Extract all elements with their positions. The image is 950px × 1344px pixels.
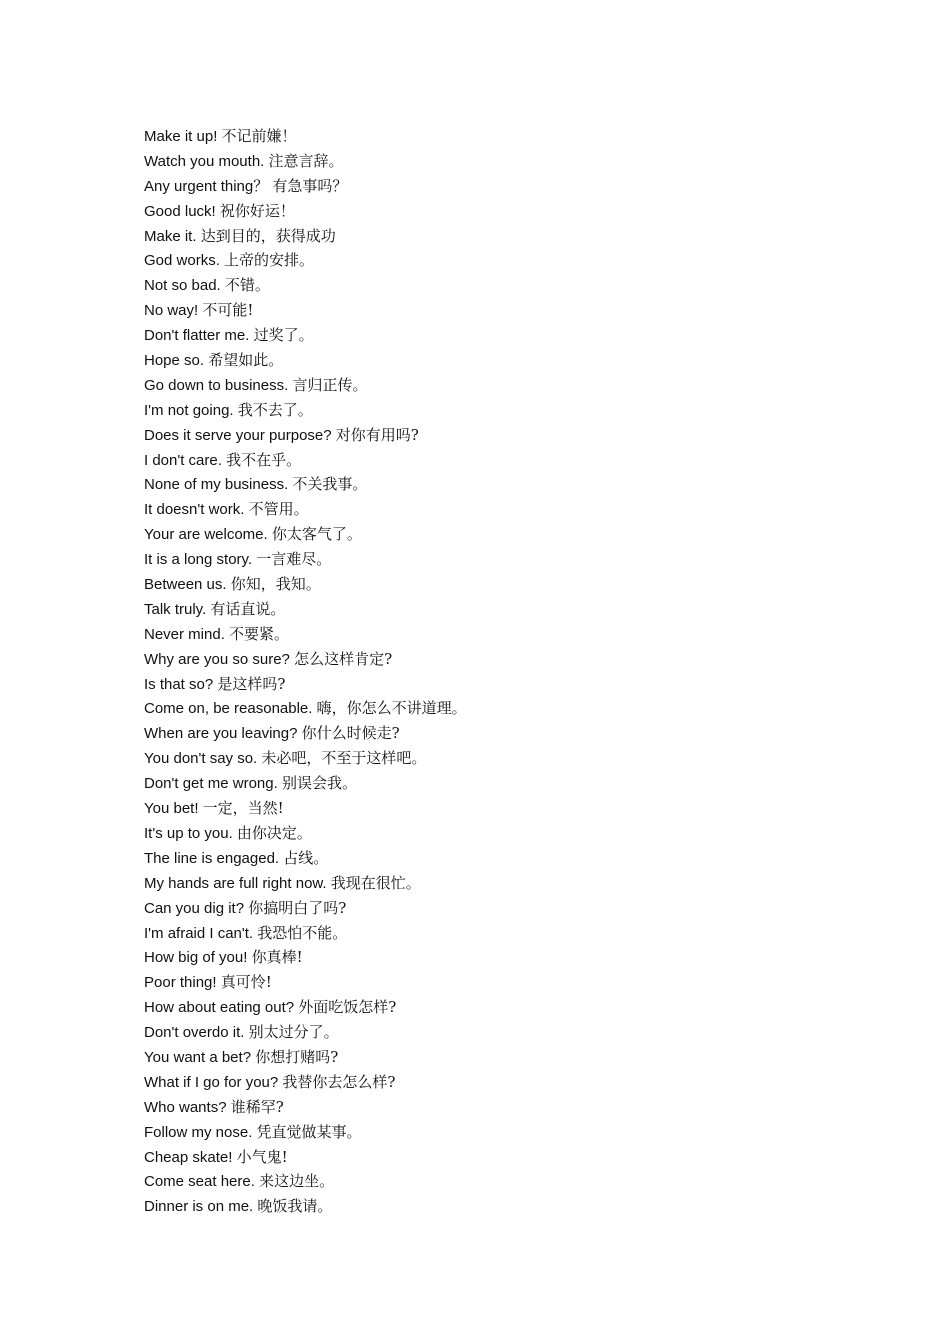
phrase-chinese: 不管用。 [248, 500, 309, 519]
phrase-line [144, 373, 467, 398]
phrase-chinese: 我恐怕不能。 [257, 923, 348, 942]
phrase-chinese: 你搞明白了吗? [248, 898, 347, 917]
phrase-line [144, 921, 467, 946]
phrase-english: When are you leaving? [144, 725, 298, 743]
phrase-english: None of my business. [144, 476, 289, 494]
phrase-line [144, 522, 467, 547]
phrase-english: Does it serve your purpose? [144, 426, 332, 444]
phrase-english: Why are you so sure? [144, 650, 290, 668]
phrase-english: Don't get me wrong. [144, 775, 278, 793]
phrase-chinese: 你太客气了。 [271, 525, 362, 544]
phrase-chinese: 凭直觉做某事。 [256, 1122, 362, 1141]
phrase-chinese: 我不去了。 [237, 400, 313, 419]
phrase-chinese: 你什么时候走? [301, 724, 400, 743]
phrase-chinese: 是这样吗? [217, 674, 286, 693]
phrase-line [144, 796, 467, 821]
phrase-line [144, 746, 467, 771]
phrase-line [144, 1095, 467, 1120]
phrase-english: Your are welcome. [144, 526, 268, 544]
phrase-english: You bet! [144, 800, 199, 818]
phrase-chinese: 祝你好运！ [219, 201, 295, 220]
phrase-line [144, 149, 467, 174]
phrase-chinese: 你真棒! [251, 948, 303, 967]
phrase-chinese: 达到目的，获得成功 [200, 226, 336, 245]
phrase-line [144, 547, 467, 572]
phrase-line [144, 696, 467, 721]
phrase-english: No way! [144, 302, 199, 320]
phrase-chinese: 一言难尽。 [256, 550, 332, 569]
phrase-english: My hands are full right now. [144, 874, 327, 892]
phrase-line [144, 1194, 467, 1219]
phrase-chinese: 来这边坐。 [259, 1172, 335, 1191]
phrase-chinese: 嗨，你怎么不讲道理。 [316, 699, 467, 718]
phrase-line [144, 672, 467, 697]
phrase-chinese: 由你决定。 [236, 823, 312, 842]
phrase-line [144, 472, 467, 497]
phrase-line [144, 647, 467, 672]
phrase-chinese: 真可怜! [220, 973, 272, 992]
phrase-line [144, 1145, 467, 1170]
phrase-chinese: 注意言辞。 [268, 151, 344, 170]
phrase-list [144, 124, 467, 1219]
phrase-english: Is that so? [144, 675, 214, 693]
phrase-english: I don't care. [144, 451, 222, 469]
phrase-chinese: 言归正传。 [292, 375, 368, 394]
phrase-chinese: 小气鬼! [236, 1147, 288, 1166]
phrase-chinese: 外面吃饭怎样? [298, 998, 397, 1017]
phrase-english: Who wants? [144, 1098, 227, 1116]
phrase-english: How about eating out? [144, 999, 295, 1017]
phrase-chinese: 你想打赌吗? [255, 1047, 339, 1066]
phrase-line [144, 1020, 467, 1045]
phrase-chinese: 不可能! [202, 301, 254, 320]
phrase-line [144, 846, 467, 871]
phrase-english: Don't flatter me. [144, 327, 250, 345]
phrase-chinese: 占线。 [283, 848, 329, 867]
phrase-chinese: 我不在乎。 [226, 450, 302, 469]
phrase-chinese: 晚饭我请。 [257, 1197, 333, 1216]
phrase-line [144, 871, 467, 896]
phrase-line [144, 1120, 467, 1145]
phrase-line [144, 771, 467, 796]
phrase-english: The line is engaged. [144, 849, 280, 867]
phrase-english: Don't overdo it. [144, 1024, 245, 1042]
phrase-chinese: 不错。 [224, 276, 270, 295]
phrase-line [144, 199, 467, 224]
phrase-line [144, 896, 467, 921]
phrase-line [144, 572, 467, 597]
phrase-chinese: 过奖了。 [253, 326, 314, 345]
phrase-english: It is a long story. [144, 551, 253, 569]
phrase-chinese: 我替你去怎么样? [282, 1072, 396, 1091]
phrase-line [144, 597, 467, 622]
phrase-english: Watch you mouth. [144, 152, 265, 170]
phrase-line [144, 821, 467, 846]
phrase-line [144, 721, 467, 746]
phrase-english: What if I go for you? [144, 1073, 279, 1091]
phrase-english: Make it up! [144, 128, 218, 145]
phrase-line [144, 1045, 467, 1070]
phrase-chinese: 不记前嫌！ [221, 127, 297, 145]
phrase-line [144, 1169, 467, 1194]
phrase-english: Talk truly. [144, 600, 207, 618]
phrase-english: Can you dig it? [144, 899, 245, 917]
phrase-line [144, 423, 467, 448]
phrase-chinese: 我现在很忙。 [330, 873, 421, 892]
phrase-line [144, 970, 467, 995]
phrase-english: Cheap skate! [144, 1148, 233, 1166]
phrase-chinese: 对你有用吗? [335, 425, 419, 444]
phrase-line [144, 323, 467, 348]
phrase-english: Not so bad. [144, 277, 221, 295]
phrase-chinese: 一定，当然! [202, 799, 284, 818]
phrase-line [144, 448, 467, 473]
phrase-line [144, 174, 467, 199]
phrase-english: Between us. [144, 576, 227, 594]
phrase-chinese: 别太过分了。 [248, 1023, 339, 1042]
phrase-english: Make it. [144, 227, 197, 245]
phrase-chinese: 别误会我。 [281, 774, 357, 793]
phrase-english: I'm not going. [144, 401, 234, 419]
phrase-line [144, 124, 467, 149]
phrase-line [144, 1070, 467, 1095]
phrase-english: Follow my nose. [144, 1123, 253, 1141]
phrase-english: I'm afraid I can't. [144, 924, 254, 942]
phrase-chinese: 未必吧，不至于这样吧。 [261, 749, 427, 768]
phrase-chinese: 谁稀罕? [230, 1097, 284, 1116]
phrase-chinese: 有急事吗？ [272, 176, 348, 195]
phrase-line [144, 298, 467, 323]
phrase-chinese: 有话直说。 [210, 599, 286, 618]
phrase-line [144, 945, 467, 970]
phrase-english: How big of you! [144, 949, 248, 967]
phrase-english: You don't say so. [144, 750, 258, 768]
phrase-english: God works. [144, 252, 220, 270]
phrase-line [144, 348, 467, 373]
phrase-english: Good luck! [144, 202, 216, 220]
phrase-chinese: 不要紧。 [229, 624, 290, 643]
phrase-line [144, 398, 467, 423]
phrase-english: You want a bet? [144, 1048, 252, 1066]
phrase-english: It's up to you. [144, 824, 233, 842]
phrase-line [144, 497, 467, 522]
phrase-english: Any urgent thing？ [144, 177, 269, 195]
phrase-english: Never mind. [144, 625, 225, 643]
phrase-chinese: 希望如此。 [208, 351, 284, 370]
phrase-english: It doesn't work. [144, 501, 245, 519]
phrase-chinese: 不关我事。 [292, 475, 368, 494]
phrase-line [144, 995, 467, 1020]
phrase-english: Come on, be reasonable. [144, 700, 313, 718]
phrase-english: Hope so. [144, 352, 205, 370]
phrase-english: Come seat here. [144, 1173, 255, 1191]
phrase-english: Dinner is on me. [144, 1198, 254, 1216]
phrase-line [144, 224, 467, 249]
phrase-line [144, 273, 467, 298]
phrase-english: Go down to business. [144, 376, 289, 394]
phrase-line [144, 248, 467, 273]
phrase-chinese: 怎么这样肯定? [294, 649, 393, 668]
phrase-chinese: 上帝的安排。 [224, 251, 315, 270]
phrase-english: Poor thing! [144, 974, 217, 992]
phrase-line [144, 622, 467, 647]
phrase-chinese: 你知，我知。 [230, 575, 321, 594]
